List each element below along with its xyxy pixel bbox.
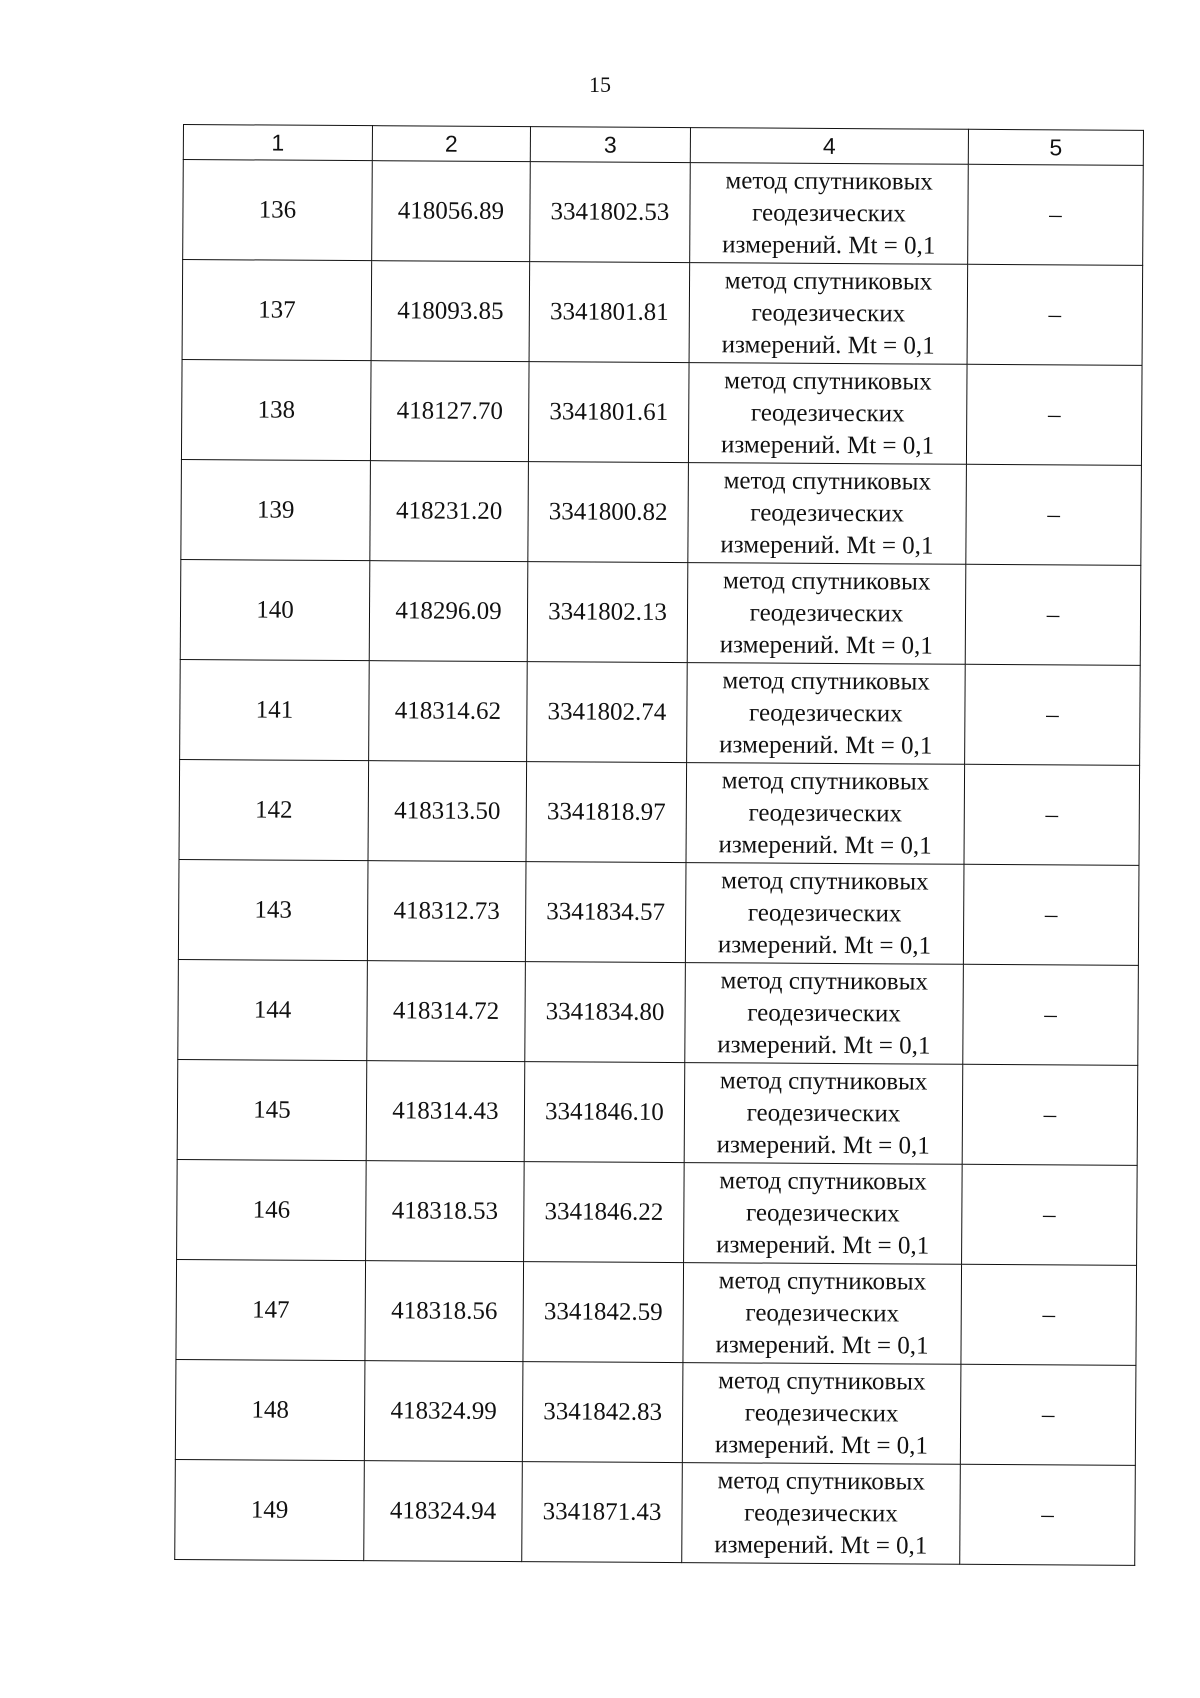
method-cell [688,363,967,465]
method-text [715,1365,929,1462]
point-number-cell: 143 [178,859,368,960]
method-cell [682,1463,961,1565]
note-cell: – [966,364,1142,465]
note-cell: – [964,764,1140,865]
note-cell: – [967,264,1143,365]
method-line-1: метод спутниковых [718,1266,927,1296]
x-coordinate-cell: 418127.70 [370,361,529,462]
point-number-cell: 140 [180,559,370,660]
point-number-cell: 145 [177,1059,367,1160]
y-coordinate-cell: 3341846.22 [524,1162,685,1263]
method-line-3: измерений. Mt = 0,1 [721,330,935,360]
method-line-3: измерений. Mt = 0,1 [715,1330,929,1360]
table-row [180,659,1141,765]
point-number-cell: 136 [183,160,373,261]
column-header-2: 2 [372,126,530,162]
method-cell [685,863,964,965]
x-coordinate-cell: 418056.89 [372,161,531,262]
table-row [176,1259,1137,1365]
method-line-3: измерений. Mt = 0,1 [717,930,932,960]
method-line-3: измерений. Mt = 0,1 [720,530,934,560]
method-line-2: геодезических [744,1398,899,1427]
table-row [175,1459,1136,1565]
x-coordinate-cell: 418318.56 [365,1261,524,1362]
method-text [721,365,935,462]
point-number-cell: 137 [182,260,372,361]
method-line-1: метод спутниковых [724,366,932,396]
method-line-3: измерений. Mt = 0,1 [719,730,933,760]
y-coordinate-cell: 3341801.81 [529,262,690,363]
table-body [175,160,1144,1566]
note-cell: – [962,1064,1138,1165]
method-line-1: метод спутниковых [719,1066,928,1096]
method-line-2: геодезических [747,998,901,1027]
method-cell [687,663,966,765]
point-number-cell: 138 [181,359,371,460]
method-line-1: метод спутниковых [725,166,933,196]
method-line-3: измерений. Mt = 0,1 [722,230,936,260]
point-number-cell: 149 [175,1459,365,1560]
method-text [714,1465,928,1562]
y-coordinate-cell: 3341834.80 [525,962,686,1063]
table-row [178,859,1139,965]
table-row [180,559,1141,665]
method-line-1: метод спутниковых [721,866,929,896]
method-line-2: геодезических [752,198,906,227]
method-line-1: метод спутниковых [721,766,930,796]
method-line-1: метод спутниковых [722,566,931,596]
method-line-1: метод спутниковых [719,1166,927,1196]
method-line-2: геодезических [746,1098,901,1127]
table-row [178,959,1139,1065]
y-coordinate-cell: 3341802.13 [527,562,688,663]
method-line-2: геодезических [750,498,904,527]
method-text [717,1065,931,1162]
y-coordinate-cell: 3341801.61 [528,362,689,463]
method-line-2: геодезических [750,398,905,427]
y-coordinate-cell: 3341802.53 [530,162,691,263]
method-line-2: геодезических [749,598,904,627]
note-cell: – [963,964,1139,1065]
x-coordinate-cell: 418314.72 [367,961,526,1062]
point-number-cell: 144 [178,959,368,1060]
x-coordinate-cell: 418093.85 [371,261,530,362]
note-cell: – [965,664,1141,765]
method-line-3: измерений. Mt = 0,1 [718,830,932,860]
table-row [181,359,1142,465]
method-cell [687,563,966,665]
method-text [719,665,933,762]
method-cell [689,263,968,365]
page-number: 15 [589,72,611,97]
method-cell [684,1163,963,1265]
point-number-cell: 146 [177,1159,367,1260]
method-line-1: метод спутниковых [720,966,929,996]
y-coordinate-cell: 3341800.82 [528,462,689,563]
method-line-3: измерений. Mt = 0,1 [714,1430,929,1460]
note-cell: – [962,1164,1138,1265]
x-coordinate-cell: 418312.73 [367,861,526,962]
method-line-2: геодезических [745,1198,900,1227]
method-line-1: метод спутниковых [718,1366,926,1396]
method-line-3: измерений. Mt = 0,1 [716,1130,930,1160]
method-cell [686,763,965,865]
method-line-3: измерений. Mt = 0,1 [716,1230,930,1260]
table-row [177,1159,1138,1265]
x-coordinate-cell: 418231.20 [370,461,529,562]
x-coordinate-cell: 418324.99 [364,1361,523,1462]
method-line-3: измерений. Mt = 0,1 [720,430,935,460]
method-line-2: геодезических [748,798,903,827]
method-cell [682,1363,961,1465]
note-cell: – [968,164,1144,265]
coordinates-table [174,124,1144,1566]
column-header-4: 4 [690,128,968,165]
table-row [179,759,1140,865]
method-text [716,1165,930,1262]
method-line-2: геодезических [745,1298,900,1327]
method-line-1: метод спутниковых [722,666,930,696]
note-cell: – [960,1464,1136,1565]
method-line-3: измерений. Mt = 0,1 [719,630,933,660]
note-cell: – [965,564,1141,665]
method-text [720,565,934,662]
method-line-1: метод спутниковых [717,1466,925,1496]
table-header-row [183,125,1143,166]
table-row [177,1059,1138,1165]
note-cell: – [960,1364,1136,1465]
table-row [182,260,1143,366]
column-header-5: 5 [968,129,1143,165]
point-number-cell: 148 [175,1359,365,1460]
column-header-3: 3 [530,127,690,163]
x-coordinate-cell: 418296.09 [369,561,528,662]
method-cell [683,1263,962,1365]
method-text [722,165,936,262]
method-text [715,1265,929,1362]
x-coordinate-cell: 418324.94 [364,1461,523,1562]
y-coordinate-cell: 3341834.57 [525,862,686,963]
point-number-cell: 139 [181,459,371,560]
point-number-cell: 142 [179,759,369,860]
method-line-2: геодезических [744,1498,898,1527]
y-coordinate-cell: 3341846.10 [524,1062,685,1163]
method-line-2: геодезических [751,298,906,327]
y-coordinate-cell: 3341802.74 [527,662,688,763]
method-cell [688,463,967,565]
x-coordinate-cell: 418314.62 [369,661,528,762]
method-text [718,865,932,962]
x-coordinate-cell: 418313.50 [368,761,527,862]
column-header-1: 1 [183,125,372,161]
table-row [181,459,1142,565]
method-line-2: геодезических [749,698,903,727]
method-line-1: метод спутниковых [724,266,933,296]
method-cell [690,163,969,265]
x-coordinate-cell: 418318.53 [366,1161,525,1262]
note-cell: – [963,864,1139,965]
table-row [183,160,1144,266]
point-number-cell: 147 [176,1259,366,1360]
y-coordinate-cell: 3341842.83 [522,1362,683,1463]
method-cell [684,1063,963,1165]
method-line-1: метод спутниковых [723,466,932,496]
method-text [720,465,934,562]
method-line-3: измерений. Mt = 0,1 [714,1530,928,1560]
note-cell: – [961,1264,1137,1365]
y-coordinate-cell: 3341842.59 [523,1262,684,1363]
y-coordinate-cell: 3341818.97 [526,762,687,863]
x-coordinate-cell: 418314.43 [366,1061,525,1162]
y-coordinate-cell: 3341871.43 [522,1462,683,1563]
table-row [175,1359,1136,1465]
method-line-2: геодезических [747,898,902,927]
method-text [718,765,932,862]
method-text [722,265,936,362]
note-cell: – [966,464,1142,565]
method-cell [685,963,964,1065]
point-number-cell: 141 [180,659,370,760]
method-text [717,965,931,1062]
method-line-3: измерений. Mt = 0,1 [717,1030,931,1060]
